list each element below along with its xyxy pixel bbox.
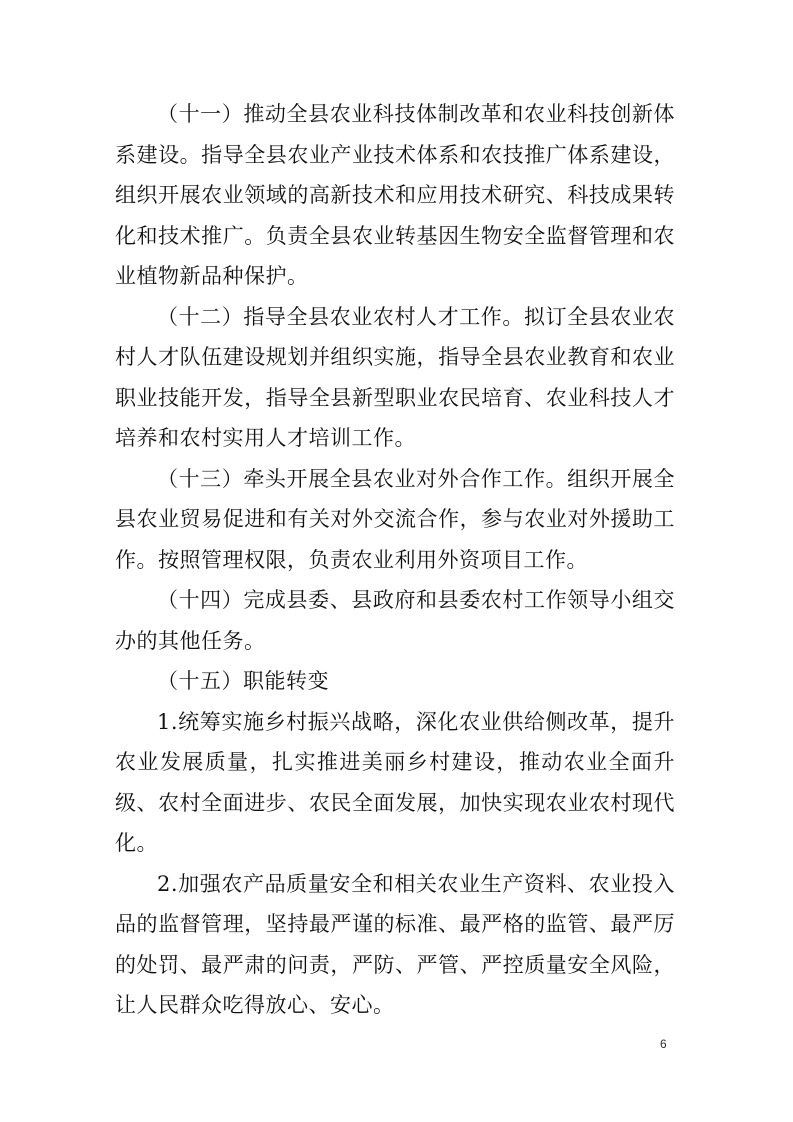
function-change-item-2: 2.加强农产品质量安全和相关农业生产资料、农业投入品的监督管理，坚持最严谨的标准、最严格的监管、最严厉的处罚、最严肃的问责，严防、严管、严控质量安全风险，让人民群众吃得放心、安心。 [115,871,675,1017]
page-number: 6 [660,1037,667,1051]
paragraph-thirteen: （十三）牵头开展全县农业对外合作工作。组织开展全县农业贸易促进和有关对外交流合作，参与农业对外援助工作。按照管理权限，负责农业利用外资项目工作。 [115,466,675,572]
paragraph-eleven: （十一）推动全县农业科技体制改革和农业科技创新体系建设。指导全县农业产业技术体系和农技推广体系建设，组织开展农业领域的高新技术和应用技术研究、科技成果转化和技术推广。负责全县农业转基因生物安全监督管理和农业植物新品种保护。 [115,102,675,288]
paragraph-fourteen: （十四）完成县委、县政府和县委农村工作领导小组交办的其他任务。 [115,588,675,653]
paragraph-fifteen-heading: （十五）职能转变 [157,669,329,693]
document-body [115,94,675,1026]
function-change-item-1: 1.统筹实施乡村振兴战略，深化农业供给侧改革，提升农业发展质量，扎实推进美丽乡村建设，推动农业全面升级、农村全面进步、农民全面发展，加快实现农业农村现代化。 [115,709,675,855]
paragraph-twelve: （十二）指导全县农业农村人才工作。拟订全县农业农村人才队伍建设规划并组织实施，指导全县农业教育和农业职业技能开发，指导全县新型职业农民培育、农业科技人才培养和农村实用人才培训工作。 [115,304,675,450]
